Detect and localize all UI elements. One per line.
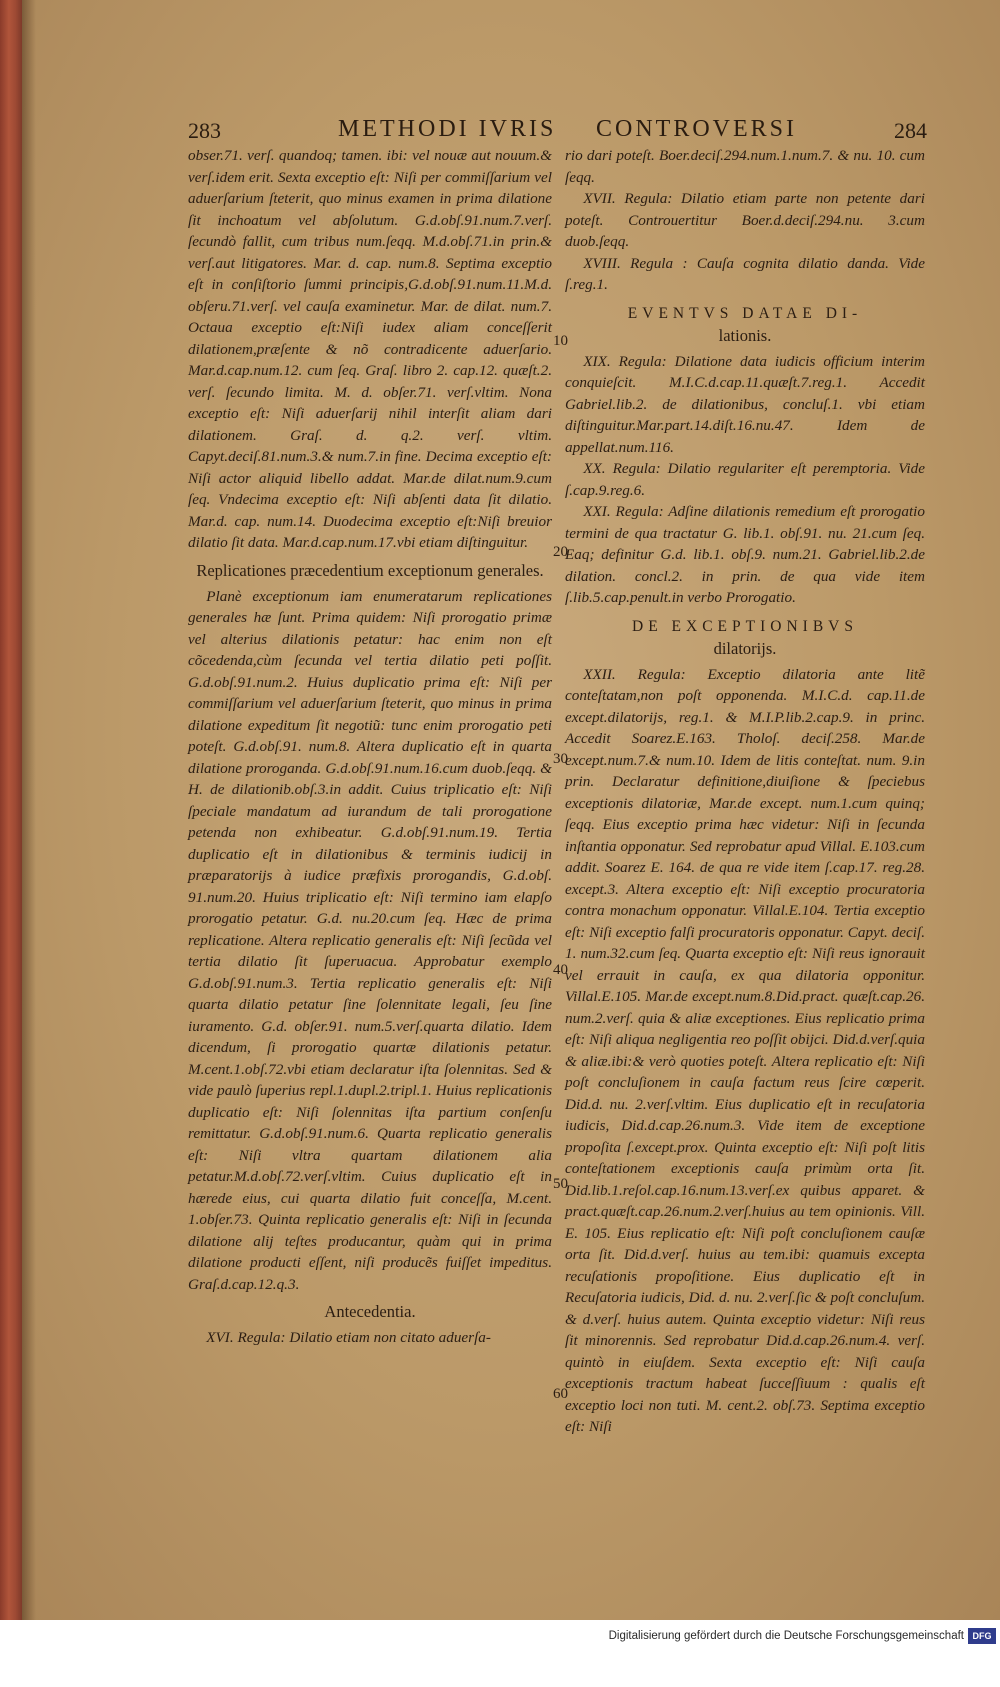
section-heading: Replicationes præcedentium exceptionum generales.: [196, 560, 544, 580]
section-heading: [565, 302, 925, 347]
running-head-left: METHODI IVRIS: [338, 116, 557, 142]
section-heading-caps: DE EXCEPTIONIBVS: [632, 617, 858, 635]
text-column-right: [565, 145, 925, 1438]
running-head-right: CONTROVERSI: [596, 116, 798, 142]
margin-line-number: 30: [553, 751, 568, 767]
paragraph: XX. Regula: Dilatio regulariter eſt peremptoria. Vide ſ.cap.9.reg.6.: [565, 460, 925, 499]
margin-line-number: 40: [553, 962, 568, 978]
paragraph: XIX. Regula: Dilatione data iudicis officium interim conquieſcit. M.I.C.d.cap.11.quæſt.7.reg.1. Accedit Gabriel.lib.2. de dilationibus, concluſ.1. vbi etiam diſtinguitur.Mar.part.14.diſt.16.nu.47. Idem de appellat.num.116.: [565, 352, 925, 456]
paragraph: obser.71. verſ. quandoq; tamen. ibi: vel nouæ aut nouum.& verſ.idem erit. Sexta exceptio eſt: Niſi per commiſſarium vel aduerſarium ſteterit, quo minus examen in prima dilatione ſit inchoatum vel abſolutum. G.d.obſ.91.num.7.verſ. ſecundò fallit, cum tribus num.ſeqq. M.d.obſ.71.in prin.& verſ.aut litigatores. Mar. d. cap. num.8. Septima exceptio eſt in conſiſtorio ſummi principis,G.d.obſ.91.num.11.M.d. obſeru.71.verſ. vel cauſa examinetur. Mar. de dilat. num.7. Octaua exceptio eſt:Niſi iudex aliam conceſſerit dilationem,præſente & nõ contradicente aduerſario. Mar.d.cap.num.12. cum ſeq. Graſ. libro 2. cap.12. quæſt.2. verſ. ſecundo limita. M. d. obſer.71. verſ.vltim. Nona exceptio eſt: Niſi aduerſarij nihil interſit aliam dari dilationem. Graſ. d. q.2. verſ. vltim. Capyt.deciſ.81.num.3.& num.7.in fine. Decima exceptio eſt: Niſi actor aliquid libello addat. Mar.de dilat.num.9.cum ſeq. Vndecima exceptio eſt: Niſi abſenti data ſit dilatio. Mar.d. cap. num.14. Duodecima exceptio eſt:Niſi breuior dilatio ſit data. Mar.d.cap.num.17.vbi etiam diſtinguitur.: [188, 147, 552, 551]
book-binding-edge: [0, 0, 22, 1620]
paragraph: XVI. Regula: Dilatio etiam non citato aduerſa-: [206, 1329, 491, 1346]
dfg-logo: DFG: [968, 1628, 996, 1644]
section-heading-rest: lationis.: [718, 325, 772, 345]
page-number-left: 283: [188, 118, 221, 143]
margin-line-number: 10: [553, 333, 568, 349]
paragraph: Planè exceptionum iam enumeratarum replicationes generales hæ ſunt. Prima quidem: Niſi prorogatio primæ vel alterius dilationis petatur: hac enim non eſt cõcedenda,cùm ſecunda vel tertia dilatio peti poſſit. G.d.obſ.91.num.2. Huius duplicatio prima eſt: Niſi per commiſſarium vel aduerſarium ſteterit, quo minus in prima dilatione expeditum ſit negotiũ: tunc enim prorogatio peti poteſt. G.d.obſ.91. num.8. Altera duplicatio eſt in quarta dilatione proroganda. G.d.obſ.91.num.16.cum duob.ſeqq. & H. de dilationib.obſ.3.in addit. Cuius triplicatio eſt: Niſi ſpeciale mandatum ad iurandum de tali prorogatione petenda non exhibeatur. G.d.obſ.91.num.19. Tertia duplicatio eſt in dilationibus & terminis iudicij in præparatorijs à iudice præfixis prorogandis, G.d.obſ. 91.num.20. Huius triplicatio eſt: Niſi termino iam elapſo prorogatio petatur. G.d. nu.20.cum ſeq. Hæc de prima replicatione. Altera replicatio generalis eſt: Niſi ſecũda vel tertia dilatio ſit ſuperuacua. Approbatur exemplo G.d.obſ.91.num.3. Tertia replicatio generalis eſt: Niſi quarta dilatio petatur ſine ſolennitate legali, ſeu ſine iuramento. G.d. obſer.91. num.5.verſ.quarta dilatio. Idem dicendum, ſi prorogatio quartæ dilationis petatur. M.cent.1.obſ.72.vbi etiam declaratur iſta ſolennitas. Sed & vide paulò ſuperius repl.1.dupl.2.tripl.1. Huius replicationis duplicatio eſt: Niſi ſolennitas iſta partium conſenſu remittatur. G.d.obſ.91.num.6. Quarta replicatio generalis eſt: Niſi vltra quartam dilationem alia petatur.M.d.obſ.72.verſ.vltim. Cuius duplicatio eſt in hærede eius, cui quarta dilatio fuit conceſſa, M.cent. 1.obſer.73. Quinta replicatio generalis eſt: Niſi in ſecunda dilatione alij teſtes producantur, quàm qui in prima dilatione producti eſſent, niſi producẽs fuiſſet impeditus. Graſ.d.cap.12.q.3.: [188, 587, 552, 1293]
section-heading-rest: dilatorijs.: [713, 638, 777, 658]
section-heading: [565, 615, 925, 660]
paragraph: XVIII. Regula : Cauſa cognita dilatio danda. Vide ſ.reg.1.: [565, 254, 925, 293]
paragraph: rio dari poteſt. Boer.deciſ.294.num.1.num.7. & nu. 10. cum ſeqq.: [565, 147, 925, 186]
margin-line-number: 60: [553, 1386, 568, 1402]
text-column-left: [188, 145, 552, 1349]
gutter-shadow: [22, 0, 36, 1620]
paragraph: XXI. Regula: Adſine dilationis remedium eſt prorogatio termini de qua tractatur G. lib.1. obſ.91. nu. 21.cum ſeq. Eaq; definitur G.d. lib.1. obſ.9. num.21. Gabriel.lib.2.de dilation. concl.2. in prin. de qua vide item ſ.lib.5.cap.penult.in verbo Prorogatio.: [565, 503, 925, 606]
page-number-right: 284: [894, 118, 927, 143]
digitization-credit: Digitalisierung gefördert durch die Deutsche Forschungsgemeinschaft: [608, 1630, 964, 1642]
paragraph: XXII. Regula: Exceptio dilatoria ante litẽ conteſtatam,non poſt opponenda. M.I.C.d. cap.11.de except.dilatorijs, reg.1. & M.I.P.lib.2.cap.9. in princ. Accedit Soarez.E.163. Tholoſ. deciſ.258. Mar.de except.num.7.& num.10. Idem de litis conteſtat. num. 9.in prin. Declaratur definitione,diuiſione & ſpeciebus exceptionis dilatoriæ, Mar.de except. num.1.cum quinq; ſeqq. Eius exceptio prima hæc videtur: Niſi in ſecunda inſtantia opponatur. Sed reprobatur apud Villal. E.103.cum addit. Soarez E. 164. de qua re vide item ſ.cap.17. reg.28. except.3. Altera exceptio eſt: Niſi exceptio procuratoria contra monachum opponatur. Villal.E.104. Tertia exceptio eſt: Niſi exceptio falſi procuratoris opponatur. Capyt. deciſ. 1. num.32.cum ſeq. Quarta exceptio eſt: Niſi reus ignorauit vel errauit in cauſa, ex qua dilatoria opponitur. Villal.E.105. Mar.de except.num.8.Did.pract. quæſt.cap.26. num.2.verſ. quia & aliæ exceptiones. Eius replicatio prima eſt: Niſi aliqua negligentia reo poſſit obijci. Did.d.verſ.quia & aliæ.ibi:& verò quoties poteſt. Altera replicatio eſt: Niſi poſt concluſionem in cauſa factum reus ſcire cœperit. Did.d. nu. 2.verſ.vltim. Eius duplicatio eſt in recuſatoria iudicis, Did.d.cap.26.num.3. Vide item de exceptione propoſita ſ.except.prox. Quinta exceptio eſt: Niſi poſt litis conteſtationem exceptionis cauſa primùm orta ſit. Did.lib.1.reſol.cap.16.num.13.verſ.ex quibus apparet. & pract.quæſt.cap.26.num.2.verſ.huius au tem opinionis. Vill. E. 105. Eius replicatio eſt: Niſi poſt concluſionem cauſæ orta ſit. Did.d.verſ. huius au tem.ibi: quamuis excepta recuſationis propoſitione. Eius duplicatio eſt in Recuſatoria iudicis, Did. d. nu. 2.verſ.ſic & poſt concluſum. & d.verſ. huius autem. Quinta exceptio videtur: Niſi reus ſit minorennis. Sed reprobatur Did.d.cap.26.num.4. verſ. quintò in eiuſdem. Sexta exceptio eſt: Niſi cauſa exceptionis tractum habeat ſucceſſiuum : qualis eſt exceptio loci non tuti. M. cent.2. obſ.73. Septima exceptio eſt: Niſi: [565, 665, 925, 1435]
section-heading: Antecedentia.: [324, 1302, 416, 1321]
paragraph: XVII. Regula: Dilatio etiam parte non petente dari poteſt. Controuertitur Boer.d.deciſ.294.nu. 3.cum duob.ſeqq.: [565, 190, 925, 250]
margin-line-number: 20: [553, 544, 568, 560]
margin-line-number: 50: [553, 1176, 568, 1192]
section-heading-caps: EVENTVS DATAE DI-: [627, 304, 863, 322]
